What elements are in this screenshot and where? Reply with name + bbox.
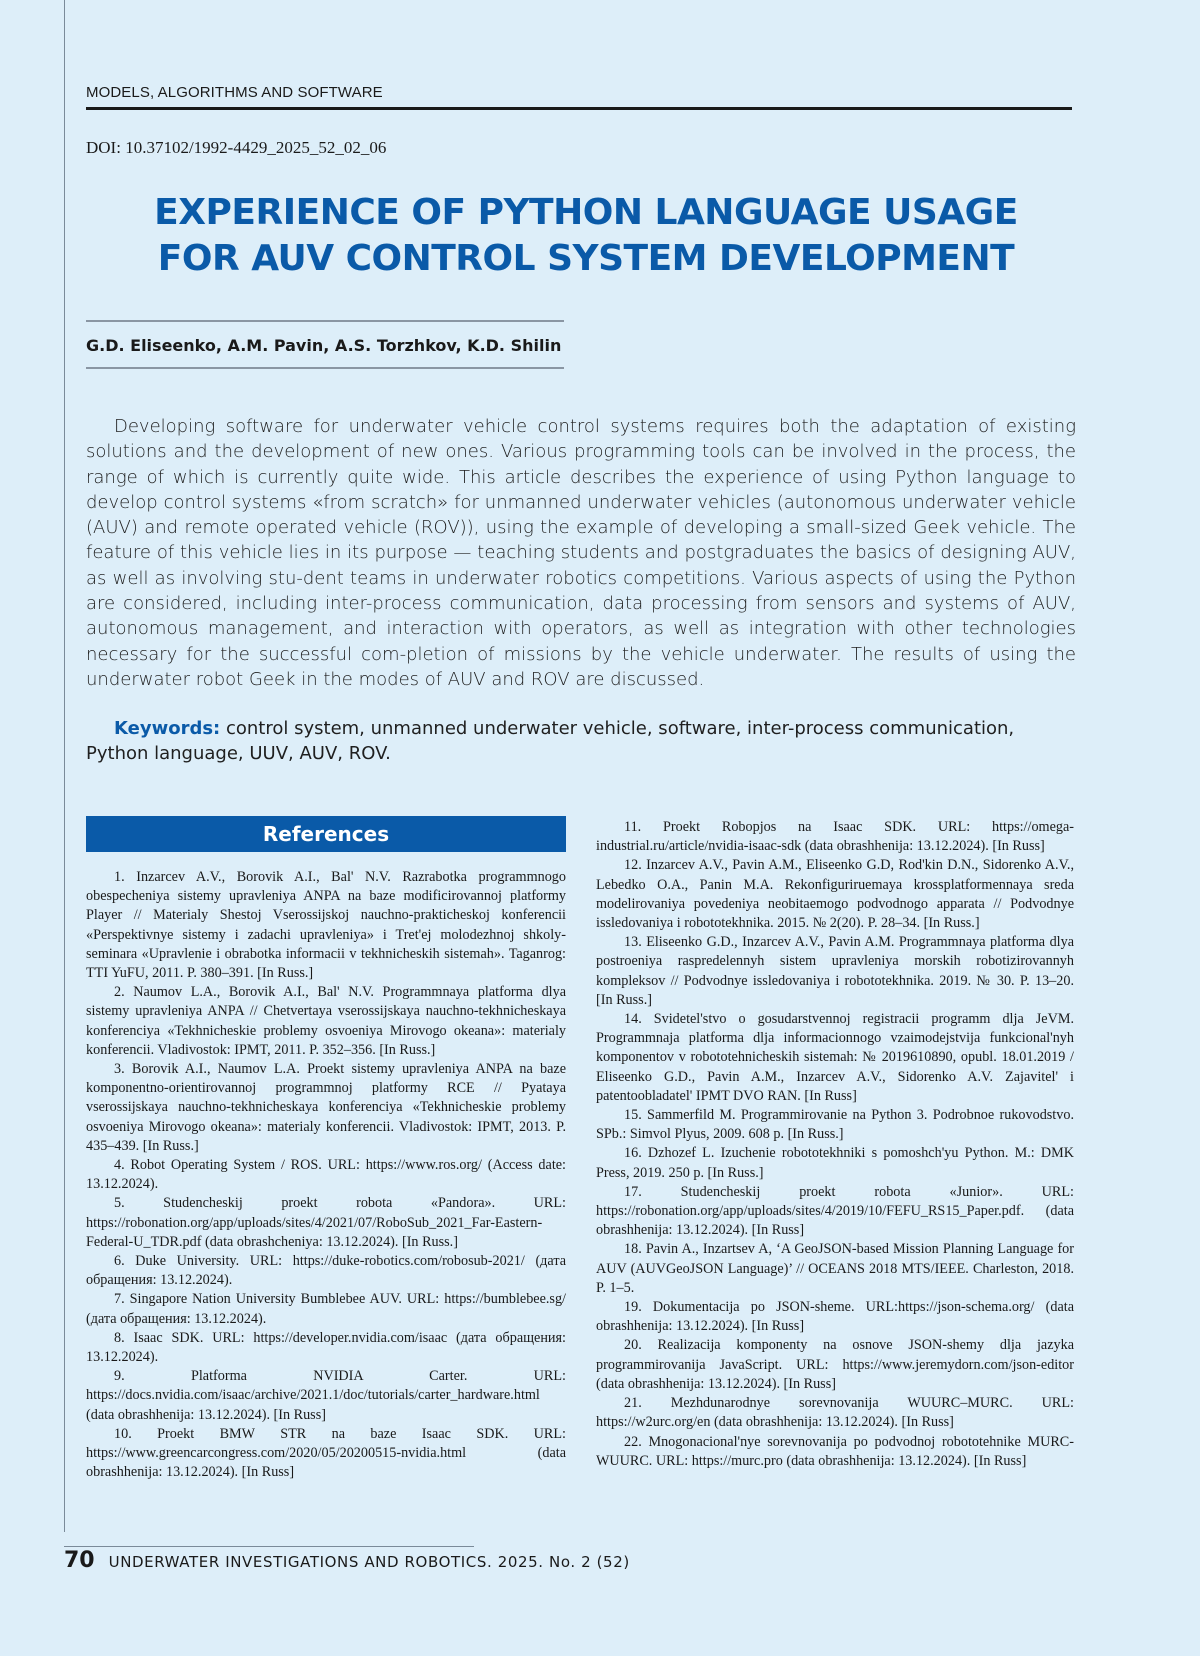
reference-item: 2. Naumov L.A., Borovik A.I., Bal' N.V. Programmnaya platforma dlya sistemy upravleniya ANPA // Chetvertaya vserossijskaya nauchno-tekhnicheskaya konferenciya «Tekhnicheskie problemy osvoeniya Mirovogo okeana»: materialy konferencii. Vladivostok: IPMT, 2011. P. 352–356. [In Russ.] (86, 984, 566, 1058)
page-footer (64, 1548, 630, 1573)
reference-item: 5. Studencheskij proekt robota «Pandora». URL: https://robonation.org/app/uploads/sites/4/2021/07/RoboSub_2021_Far-Eastern-Federal-U_TDR.pdf (data obrashcheniya: 13.12.2024). [In Russ.] (86, 1195, 566, 1250)
keywords-text: control system, unmanned underwater vehicle, software, inter-process communication, Python language, UUV, AUV, ROV. (86, 718, 1015, 764)
title-line-2: FOR AUV CONTROL SYSTEM DEVELOPMENT (157, 238, 1015, 279)
reference-item: 8. Isaac SDK. URL: https://developer.nvidia.com/isaac (дата обращения: 13.12.2024). (86, 1329, 566, 1366)
reference-item: 4. Robot Operating System / ROS. URL: https://www.ros.org/ (Access date: 13.12.2024). (86, 1157, 566, 1193)
reference-item: 3. Borovik A.I., Naumov L.A. Proekt sistemy upravleniya ANPA na baze komponentno-orientirovannoj programmnoj platformy RCE // Pyataya vserossijskaya nauchno-tekhnicheskaya konferenciya «Tekhnicheskie problemy osvoeniya Mirovogo okeana»: materialy konferencii. Vladivostok: IPMT, 2013. P. 435–439. [In Russ.] (86, 1061, 566, 1154)
keywords (86, 716, 1076, 766)
reference-item: 9. Platforma NVIDIA Carter. URL: https://docs.nvidia.com/isaac/archive/2021.1/doc/tutorials/carter_hardware.html (data obrashhenija: 13.12.2024). [In Russ] (86, 1368, 566, 1423)
page-number: 70 (64, 1548, 95, 1573)
reference-item: 18. Pavin A., Inzartsev A, ‘A GeoJSON-based Mission Planning Language for AUV (AUVGeoJSON Language)’ // OCEANS 2018 MTS/IEEE. Charleston, 2018. P. 1–5. (596, 1241, 1074, 1296)
references-heading-text: References (262, 822, 390, 846)
authors-text: G.D. Eliseenko, A.M. Pavin, A.S. Torzhkov, K.D. Shilin (86, 336, 562, 355)
reference-item: 1. Inzarcev A.V., Borovik A.I., Bal' N.V. Razrabotka programmnogo obespecheniya sistemy upravleniya ANPA na baze modificirovannoj platformy Player // Materialy Shestoj Vserossijskoj nauchno-prakticheskoj konferencii «Perspektivnye sistemy i zadachi upravleniya» i Tret'ej molodezhnoj shkoly-seminara «Upravlenie i obrabotka informacii v tekhnicheskih sistemah». Taganrog: TTI YuFU, 2011. P. 380–391. [In Russ.] (86, 869, 566, 982)
journal-name: UNDERWATER INVESTIGATIONS AND ROBOTICS. 2025. No. 2 (52) (108, 1553, 630, 1571)
left-margin-rule (64, 0, 65, 1532)
authors (86, 320, 564, 369)
reference-item: 6. Duke University. URL: https://duke-robotics.com/robosub-2021/ (дата обращения: 13.12.2024). (86, 1253, 566, 1289)
reference-item: 13. Eliseenko G.D., Inzarcev A.V., Pavin A.M. Programmnaya platforma dlya postroeniya raspredelennyh sistem upravleniya morskih robotizirovannyh kompleksov // Podvodnye issledovaniya i robototekhnika. 2019. № 30. P. 13–20. [In Russ.] (596, 934, 1074, 1008)
reference-item: 12. Inzarcev A.V., Pavin A.M., Eliseenko G.D, Rod'kin D.N., Sidorenko A.V., Lebedko O.A., Panin M.A. Rekonfiguriruemaya krossplatformennaya sreda modelirovaniya povedeniya neobitaemogo podvodnogo apparata // Podvodnye issledovaniya i robototekhnika. 2015. № 2(20). P. 28–34. [In Russ.] (596, 857, 1074, 932)
abstract: Developing software for underwater vehicle control systems requires both the adaptation of existing solutions and the development of new ones. Various programming tools can be involved in the process, the range of which is currently quite wide. This article describes the experience of using Python language to develop control systems «from scratch» for unmanned underwater vehicles (autonomous underwater vehicle (AUV) and remote operated vehicle (ROV)), using the example of developing a small-sized Geek vehicle. The feature of this vehicle lies in its purpose — teaching students and postgraduates the basics of designing AUV, as well as involving stu-dent teams in underwater robotics competitions. Various aspects of using the Python are considered, including inter-process communication, data processing from sensors and systems of AUV, autonomous management, and interaction with operators, as well as integration with other technologies necessary for the successful com-pletion of missions by the vehicle underwater. The results of using the underwater robot Geek in the modes of AUV and ROV are discussed. (86, 416, 1076, 690)
reference-item: 22. Mnogonacional'nye sorevnovanija po podvodnoj robototehnike MURC-WUURC. URL: https://murc.pro (data obrashhenija: 13.12.2024). [In Russ] (596, 1433, 1074, 1469)
reference-item: 14. Svidetel'stvo o gosudarstvennoj registracii programm dlja JeVM. Programmnaja platforma dlja informacionnogo vzaimodejstvija funkcional'nyh komponentov v robototehnicheskih sistemah: № 2019610890, opubl. 18.01.2019 / Eliseenko G.D., Pavin A.M., Inzarcev A.V., Sidorenko A.V. Zajavitel' i patentoobladatel' IPMT DVO RAN. [In Russ] (596, 1011, 1074, 1104)
references-right-column (596, 818, 1074, 1471)
reference-item: 11. Proekt Robopjos na Isaac SDK. URL: https://omega-industrial.ru/article/nvidia-isaac-sdk (data obrashhenija: 13.12.2024). [In Russ] (596, 819, 1074, 855)
reference-item: 16. Dzhozef L. Izuchenie robototekhniki s pomoshch'yu Python. M.: DMK Press, 2019. 250 p. [In Russ.] (596, 1145, 1074, 1181)
reference-item: 21. Mezhdunarodnye sorevnovanija WUURC–MURC. URL: https://w2urc.org/en (data obrashhenija: 13.12.2024). [In Russ] (596, 1395, 1074, 1431)
reference-item: 17. Studencheskij proekt robota «Junior». URL: https://robonation.org/app/uploads/sites/4/2019/10/FEFU_RS15_Paper.pdf. (data obrashhenija: 13.12.2024). [In Russ] (596, 1183, 1074, 1239)
reference-item: 7. Singapore Nation University Bumblebee AUV. URL: https://bumblebee.sg/ (дата обращения: 13.12.2024). (86, 1291, 566, 1327)
references-left-column (86, 868, 566, 1483)
references-heading (86, 816, 566, 852)
reference-item: 19. Dokumentacija po JSON-sheme. URL:https://json-schema.org/ (data obrashhenija: 13.12.2024). [In Russ] (596, 1299, 1074, 1335)
keywords-label: Keywords: (114, 718, 221, 739)
article-title (86, 190, 1086, 282)
doi: DOI: 10.37102/1992-4429_2025_52_02_06 (86, 138, 387, 157)
reference-item: 15. Sammerfild M. Programmirovanie na Python 3. Podrobnoe rukovodstvo. SPb.: Simvol Plyus, 2009. 608 p. [In Russ.] (596, 1107, 1074, 1143)
title-line-1: EXPERIENCE OF PYTHON LANGUAGE USAGE (154, 192, 1018, 233)
reference-item: 20. Realizacija komponenty na osnove JSON-shemy dlja jazyka programmirovanija JavaScript. URL: https://www.jeremydorn.com/json-editor (data obrashhenija: 13.12.2024). [In Russ] (596, 1337, 1074, 1392)
footer-rule (64, 1546, 474, 1547)
section-header: MODELS, ALGORITHMS AND SOFTWARE (86, 84, 1072, 110)
reference-item: 10. Proekt BMW STR na baze Isaac SDK. URL: https://www.greencarcongress.com/2020/05/20200515-nvidia.html (data obrashhenija: 13.12.2024). [In Russ] (86, 1425, 566, 1481)
